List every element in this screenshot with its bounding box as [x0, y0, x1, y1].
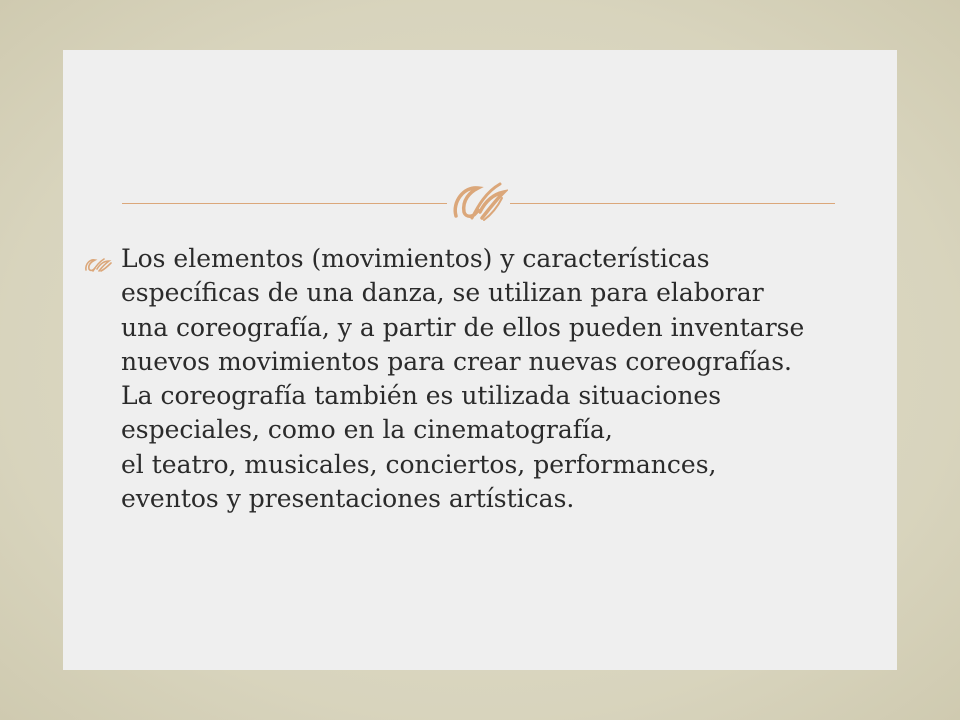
swash-ornament-icon — [450, 178, 508, 224]
bullet-paragraph: Los elementos (movimientos) y características específicas de una danza, se utilizan para elaborar una coreografía, y a partir de ellos pueden inventarse nuevos movimientos para crear nuevas coreografías. La coreografía también es utilizada situaciones especiales, como en la cinematografía, el teatro, musicales, conciertos, performances, eventos y presentaciones artísticas. — [121, 244, 805, 514]
title-divider-left — [122, 203, 447, 204]
swash-bullet-icon — [84, 258, 114, 272]
title-divider-right — [510, 203, 835, 204]
